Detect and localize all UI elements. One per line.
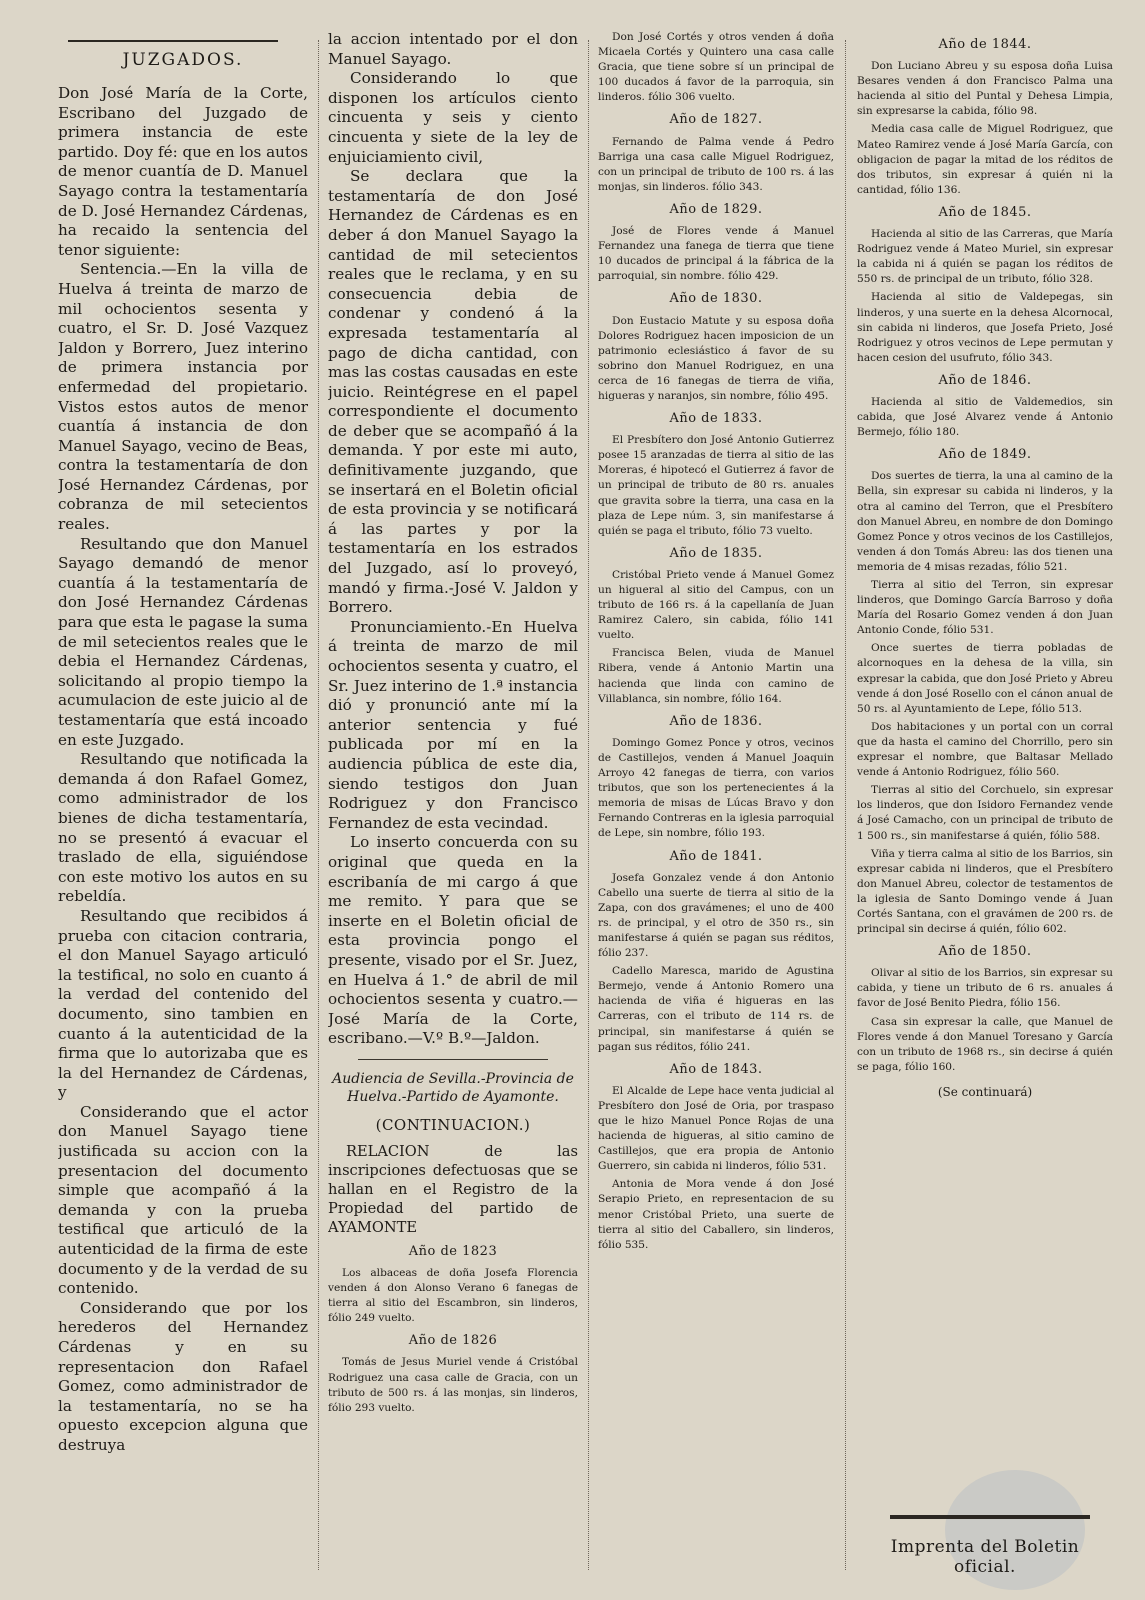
paragraph: Resultando que recibidos á prueba con citacion contraria, el don Manuel Sayago articuló la testifical, no solo en cuanto á la verdad del contenido del documento, sino tambien en cuanto á la autenticidad de la firma que lo autorizaba que es la del Hernandez de Cárdenas, y — [58, 906, 308, 1102]
paragraph: Resultando que don Manuel Sayago demandó de menor cuantía á la testamentaría de don José Hernandez Cárdenas para que esta le pagase la suma de mil setecientos reales que le debia el Hernandez Cárdenas, solicitando al propio tiempo la acumulacion de este juicio al de testamentaría que está incoado en este Juzgado. — [58, 534, 308, 749]
column-3 — [598, 30, 834, 1256]
registry-entry: Hacienda al sitio de Valdemedios, sin cabida, que José Alvarez vende á Antonio Bermejo, fólio 180. — [857, 395, 1113, 439]
audiencia-heading: Audiencia de Sevilla.-Provincia de Huelva.-Partido de Ayamonte. — [332, 1070, 574, 1105]
registry-entry: Francisca Belen, viuda de Manuel Ribera, vende á Antonio Martin una hacienda que linda con camino de Villablanca, sin nombre, fólio 164. — [598, 647, 834, 705]
year-heading: Año de 1836. — [669, 713, 763, 729]
paragraph: Sentencia.—En la villa de Huelva á treinta de marzo de mil ochocientos sesenta y cuatro, el Sr. D. José Vazquez Jaldon y Borrero, Juez interino de primera instancia por enfermedad del propietario. Vistos estos autos de menor cuantía á instancia de don Manuel Sayago, vecino de Beas, contra la testamentaría de don José Hernandez Cárdenas, por cobranza de mil setecientos reales. — [58, 260, 308, 534]
column-divider — [588, 40, 590, 1570]
registry-entry: Don Luciano Abreu y su esposa doña Luisa Besares venden á don Francisco Palma una hacienda al sitio del Puntal y Dehesa Limpia, sin expresarse la cabida, fólio 98. — [857, 60, 1113, 118]
registry-entry: Tomás de Jesus Muriel vende á Cristóbal Rodriguez una casa calle de Gracia, con un tributo de 500 rs. á las monjas, sin linderos, fólio 293 vuelto. — [328, 1356, 578, 1414]
registry-entry: Cristóbal Prieto vende á Manuel Gomez un higueral al sitio del Campus, con un tributo de 166 rs. á la capellanía de Juan Ramirez Calero, sin cabida, fólio 141 vuelto. — [598, 568, 834, 642]
year-heading: Año de 1835. — [669, 545, 763, 561]
continued-note: (Se continuará) — [937, 1084, 1033, 1099]
registry-entry: El Presbítero don José Antonio Gutierrez posee 15 aranzadas de tierra al sitio de las Moreras, é hipotecó el Gutierrez á favor de un principal de tributo de 80 rs. anuales que gravita sobre la tierra, una casa en la plaza de Lepe núm. 3, sin manifestarse á quién se paga el tributo, fólio 73 vuelto. — [598, 434, 834, 537]
top-rule — [68, 40, 278, 42]
registry-entry: Media casa calle de Miguel Rodriguez, que Mateo Ramirez vende á José María García, con obligacion de pagar la mitad de los réditos de dos tributos, sin expresar á quién ni la cantidad, fólio 136. — [857, 123, 1113, 196]
registry-entry: El Alcalde de Lepe hace venta judicial al Presbítero don José de Oria, por traspaso que le hizo Manuel Ponce Rojas de una hacienda de higueras, al sitio camino de Castillejos, que era propia de Antonio Guerrero, sin cabida ni linderos, fólio 531. — [598, 1084, 834, 1173]
year-heading: Año de 1843. — [669, 1061, 763, 1077]
paragraph: Don José María de la Corte, Escribano del Juzgado de primera instancia de este partido. Doy fé: que en los autos de menor cuantía de D. Manuel Sayago contra la testamentaría de D. José Hernandez Cárdenas, ha recaido la sentencia del tenor siguiente: — [58, 84, 308, 259]
column-4 — [857, 30, 1113, 1099]
paragraph: la accion intentado por el don Manuel Sayago. — [328, 30, 578, 68]
paragraph: Pronunciamiento.-En Huelva á treinta de marzo de mil ochocientos sesenta y cuatro, el Sr. Juez interino de 1.ª instancia dió y pronunció ante mí la anterior sentencia y fué publicada por mí en la audiencia pública de este dia, siendo testigos don Juan Rodriguez y don Francisco Fernandez de esta vecindad. — [328, 617, 578, 832]
registry-entry: Once suertes de tierra pobladas de alcornoques en la dehesa de la villa, sin expresar la cabida, que don José Prieto y Abreu vende á don José Rosello con el cánon anual de 50 rs. al Ayuntamiento de Lepe, fólio 513. — [857, 642, 1113, 715]
year-heading: Año de 1841. — [669, 848, 763, 864]
year-heading: Año de 1849. — [938, 447, 1032, 463]
court-notice-text — [58, 84, 308, 1456]
registry-entry: Don Eustacio Matute y su esposa doña Dolores Rodriguez hacen imposicion de un patrimonio eclesiástico á favor de su sobrino don Manuel Rodriguez, en una cerca de 16 fanegas de tierra de viña, higueras y naranjos, sin nombre, fólio 495. — [598, 314, 834, 402]
paragraph: Resultando que notificada la demanda á don Rafael Gomez, como administrador de los bienes de dicha testamentaría, no se presentó á evacuar el traslado de ella, siguiéndose con este motivo los autos en su rebeldía. — [58, 750, 308, 906]
footer-rule — [890, 1515, 1090, 1519]
relacion-heading: RELACION de las inscripciones defectuosas que se hallan en el Registro de la Propiedad del partido de AYAMONTE — [328, 1142, 578, 1236]
year-heading: Año de 1833. — [669, 411, 763, 427]
registry-entry: Olivar al sitio de los Barrios, sin expresar su cabida, y tiene un tributo de 6 rs. anuales á favor de José Benito Piedra, fólio 156. — [857, 967, 1113, 1010]
registry-entries — [328, 1244, 578, 1416]
section-rule — [358, 1059, 548, 1060]
year-heading: Año de 1826 — [408, 1333, 498, 1349]
registry-entry: Tierra al sitio del Terron, sin expresar linderos, que Domingo García Barroso y doña María del Rosario Gomez venden á don Juan Antonio Conde, fólio 531. — [857, 579, 1113, 637]
paragraph: Considerando que el actor don Manuel Sayago tiene justificada su accion con la presentacion del documento simple que acompañó á la demanda y con la prueba testifical que articuló de la autenticidad de la firma de este documento y de la verdad de su contenido. — [58, 1102, 308, 1298]
registry-entries — [598, 30, 834, 1253]
registry-entry: Don José Cortés y otros venden á doña Micaela Cortés y Quintero una casa calle Gracia, que tiene sobre sí un principal de 100 ducados á favor de la parroquia, sin linderos. fólio 306 vuelto. — [598, 31, 834, 104]
year-heading: Año de 1846. — [938, 372, 1032, 388]
registry-entry: Hacienda al sitio de las Carreras, que María Rodriguez vende á Mateo Muriel, sin expresar la cabida ni á quién se pagan los réditos de 550 rs. de principal de un tributo, fólio 328. — [857, 228, 1113, 286]
year-heading: Año de 1823 — [408, 1243, 498, 1259]
court-notice-continuation — [328, 30, 578, 1049]
registry-entries — [857, 37, 1113, 1075]
year-heading: Año de 1830. — [669, 291, 763, 307]
year-heading: Año de 1845. — [938, 204, 1032, 220]
registry-entry: Cadello Maresca, marido de Agustina Bermejo, vende á Antonio Romero una hacienda de viña é higueras en las Carreras, con el tributo de 114 rs. de principal, sin manifestarse á quién se pagan sus réditos, fólio 241. — [598, 965, 834, 1053]
registry-entry: Domingo Gomez Ponce y otros, vecinos de Castillejos, venden á Manuel Joaquin Arroyo 42 fanegas de tierra, con varios tributos, que son los pertenecientes á la memoria de misas de Lúcas Bravo y don Fernando Contreras en la iglesia parroquial de Lepe, sin nombre, fólio 193. — [598, 736, 834, 840]
paragraph: Considerando que por los herederos del Hernandez Cárdenas y en su representacion don Rafael Gomez, como administrador de la testamentaría, no se ha opuesto excepcion alguna que destruya — [58, 1298, 308, 1454]
paragraph: Considerando lo que disponen los artículos ciento cincuenta y seis y ciento cincuenta y siete de la ley de enjuiciamiento civil, — [328, 69, 578, 166]
column-divider — [845, 40, 847, 1570]
registry-entry: Viña y tierra calma al sitio de los Barrios, sin expresar cabida ni linderos, que el Presbítero don Manuel Abreu, colector de testamentos de la iglesia de Santo Domingo vende á Juan Cortés Santana, con el gravámen de 200 rs. de principal sin decirse á quién, fólio 602. — [857, 847, 1113, 936]
registry-entry: Casa sin expresar la calle, que Manuel de Flores vende á don Manuel Toresano y García con un tributo de 1968 rs., sin decirse á quién se paga, fólio 160. — [857, 1015, 1113, 1073]
registry-entry: Fernando de Palma vende á Pedro Barriga una casa calle Miguel Rodriguez, con un principal de tributo de 100 rs. á las monjas, sin linderos. fólio 343. — [598, 135, 834, 193]
registry-entry: Tierras al sitio del Corchuelo, sin expresar los linderos, que don Isidoro Fernandez vende á José Camacho, con un principal de tributo de 1 500 rs., sin manifestarse á quién, fólio 588. — [857, 784, 1113, 842]
printer-imprint: Imprenta del Boletin oficial. — [890, 1537, 1080, 1577]
registry-entry: Antonia de Mora vende á don José Serapio Prieto, en representacion de su menor Cristóbal Prieto, una suerte de tierra al sitio del Caballero, sin linderos, fólio 535. — [598, 1178, 834, 1251]
year-heading: Año de 1829. — [669, 201, 763, 217]
year-heading: Año de 1850. — [938, 944, 1032, 960]
registry-entry: Dos suertes de tierra, la una al camino de la Bella, sin expresar su cabida ni linderos, y la otra al camino del Terron, que el Presbítero don Manuel Abreu, en nombre de don Domingo Gomez Ponce y otros vecinos de los Castillejos, venden á don Tomás Abreu: las dos tienen una memoria de 4 misas rezadas, fólio 521. — [857, 470, 1113, 573]
registry-entry: Los albaceas de doña Josefa Florencia venden á don Alonso Verano 6 fanegas de tierra al sitio del Escambron, sin linderos, fólio 249 vuelto. — [328, 1266, 578, 1325]
section-title-juzgados: JUZGADOS. — [122, 50, 244, 70]
continuacion-heading: (CONTINUACION.) — [375, 1115, 531, 1134]
paragraph: Se declara que la testamentaría de don José Hernandez de Cárdenas es en deber á don Manuel Sayago la cantidad de mil setecientos reales que le reclama, y en su consecuencia debia de condenar y condenó á la expresada testamentaría al pago de dicha cantidad, con mas las costas causadas en este juicio. Reintégrese en el papel correspondiente el documento de deber que se acompañó á la demanda. Y por este mi auto, definitivamente juzgando, que se insertará en el Boletin oficial de esta provincia y se notificará á las partes y por la testamentaría en los estrados del Juzgado, así lo proveyó, mandó y firma.-José V. Jaldon y Borrero. — [328, 167, 578, 617]
year-heading: Año de 1827. — [669, 112, 763, 128]
column-2 — [328, 30, 578, 1419]
column-divider — [318, 40, 320, 1570]
registry-entry: Josefa Gonzalez vende á don Antonio Cabello una suerte de tierra al sitio de la Zapa, con dos gravámenes; el uno de 400 rs. de principal, y el otro de 350 rs., sin manifestarse á quién se pagan sus réditos, fólio 237. — [598, 871, 834, 960]
year-heading: Año de 1844. — [938, 37, 1032, 52]
column-1 — [58, 30, 308, 1456]
registry-entry: Hacienda al sitio de Valdepegas, sin linderos, y una suerte en la dehesa Alcornocal, sin cabida ni linderos, que Josefa Prieto, José Rodriguez y otros vecinos de Lepe permutan y hacen cesion del usufruto, fólio 343. — [857, 291, 1113, 364]
registry-entry: José de Flores vende á Manuel Fernandez una fanega de tierra que tiene 10 ducados de principal á la fábrica de la parroquial, sin nombre. fólio 429. — [598, 225, 834, 283]
paragraph: Lo inserto concuerda con su original que queda en la escribanía de mi cargo á que me remito. Y para que se inserte en el Boletin oficial de esta provincia pongo el presente, visado por el Sr. Juez, en Huelva á 1.° de abril de mil ochocientos sesenta y cuatro.—José María de la Corte, escribano.—V.º B.º—Jaldon. — [328, 833, 578, 1048]
registry-entry: Dos habitaciones y un portal con un corral que da hasta el camino del Chorrillo, pero sin expresar el nombre, que Baltasar Mellado vende á Antonio Rodriguez, fólio 560. — [857, 720, 1113, 779]
